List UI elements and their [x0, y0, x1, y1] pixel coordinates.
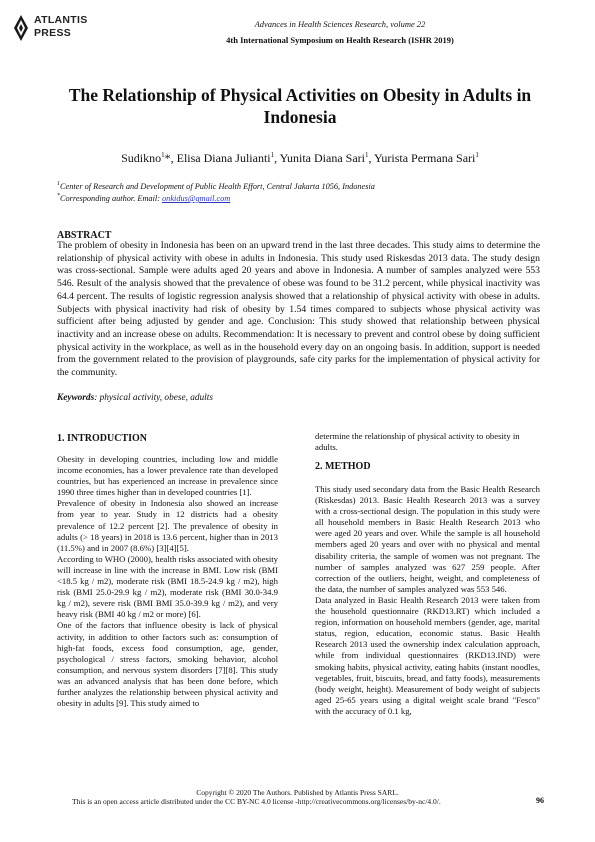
affiliation: $^1$Center of Research and Development of Public Health Effort, Central Jakarta 1056, Indonesia — [57, 181, 375, 191]
section-heading-introduction: 1. INTRODUCTION — [57, 433, 148, 444]
atlantis-logo-icon — [12, 14, 30, 42]
corresponding-label: *Corresponding author. Email: — [57, 193, 163, 203]
publisher-logo — [12, 12, 102, 46]
introduction-body — [57, 454, 278, 709]
abstract-text: The problem of obesity in Indonesia has been on an upward trend in the last three decades. This study aims to determine the relationship of physical activity with obese in adults in Indonesia. This study used Riskesdas 2013 data. The study design was cross-sectional. Sample were adults aged 20 years and above in Indonesia. A number of samples analyzed were 553 546. Result of the analysis showed that the prevalence of obese was found to be 31.2 percent, while physical inactivity was 64.4 percent. The results of logistic regression analysis showed that a relationship of physical activity with obese in adults. Subjects with physical inactivity had risk of obesity by 1.54 times compared to subjects whose physical activity was sufficient after being adjusted by gender and age. Conclusion: This study showed that relationship between physical inactivity and an increase obese on adults. Recommendation: It is necessary to prevent and control obese by doing sufficient physical activity in the workplace, as well as in the household every day on an ongoing basis. In addition, support is needed from the government related to the provision of playgrounds, safe city parks for the implementation of physical activity for the community. — [57, 240, 540, 379]
conference-header: 4th International Symposium on Health Research (ISHR 2019) — [226, 35, 454, 45]
page-number: 96 — [536, 796, 544, 805]
journal-header: Advances in Health Sciences Research, volume 22 — [254, 19, 426, 29]
method-body — [315, 484, 540, 717]
logo-line-2: PRESS — [34, 27, 72, 39]
method-paragraph: This study used secondary data from the Basic Health Research (Riskesdas) 2013. Basic Health Research 2013 was a survey with a cross-sectional design. The population in this study were all household members in Basic Health Research 2013 who were aged 20 years and over. While the sample is all household members aged 20 years and over with no physical and mental disability criteria, the sample of women was not pregnant. The number of samples analyzed was 627 259 people. After correction of the outliers, height, weight, and completeness of the data, the number of samples analyzed was 553 546. — [315, 484, 540, 594]
keywords-label: Keywords — [57, 393, 95, 403]
intro-continuation: determine the relationship of physical activity to obesity in adults. — [315, 431, 520, 452]
corresponding-email-link[interactable]: onkidus@gmail.com — [162, 193, 231, 203]
section-heading-method: 2. METHOD — [315, 461, 371, 472]
author-list: Sudikno$^1$*, Elisa Diana Julianti$^1$, Yunita Diana Sari$^1$, Yurista Permana Sari$^1$ — [121, 151, 479, 165]
license-notice: This is an open access article distributed under the CC BY-NC 4.0 license -http://creativecommons.org/licenses/by-nc/4.0/. — [72, 797, 441, 806]
logo-line-1: ATLANTIS — [34, 14, 88, 26]
keywords-text: : physical activity, obese, adults — [94, 393, 213, 403]
intro-paragraph: According to WHO (2000), health risks associated with obesity will increase in line with the increase in BMI. Low risk (BMI <18.5 kg / m2), moderate risk (BMI 18.5-24.9 kg / m2), high risk (BMI 25.0-29.9 kg / m2), moderate risk (BMI 30.0-34.9 kg / m2), severe risk (BMI BMI 35.0-39.9 kg / m2), and very heavy risk (BMI 40 kg / m2 or more) [6]. — [57, 553, 278, 620]
copyright-notice: Copyright © 2020 The Authors. Published by Atlantis Press SARL. — [196, 788, 399, 797]
abstract-heading: ABSTRACT — [57, 230, 112, 241]
corresponding-author — [57, 193, 557, 203]
intro-paragraph: Prevalence of obesity in Indonesia also showed an increase from year to year. Study in 12 districts had a obesity prevalence of 12.2 percent [2]. The prevalence of obesity in adults (> 18 years) in 2018 is 13.6 percent, higher than in 2013 (11.5%) and in 2007 (8.6%) [3][4][5]. — [57, 498, 278, 553]
paper-title: The Relationship of Physical Activities on Obesity in Adults in Indonesia — [68, 85, 532, 127]
intro-paragraph: One of the factors that influence obesity is lack of physical activity, in addition to other factors such as: consumption of high-fat foods, excess food consumption, age, gender, psychological / stress factors, smoking behavior, alcohol consumption, and nervous system disorders [7][8]. This study was an advanced analysis that has been done before, which further analyzes the relationship between physical activity and obesity in adults [9]. This study aimed to — [57, 620, 278, 709]
method-paragraph: Data analyzed in Basic Health Research 2013 were taken from the household questionnaire (RKD13.RT) which included a region, information on household members (gender, age, marital status, region, education, economic status. Basic Health Research 2013 used the ownership index calculation approach, while from individual questionnaires (RKD13.IND) were smoking habits, physical activity, eating habits (instant noodles, vegetables, fruit, biscuits, bread, and fatty foods), measurements (body weight, height). Measurement of body weight of subjects aged 25-65 years using a digital weight scale brand "Fesco" with the accuracy of 0.1 kg, — [315, 594, 540, 716]
intro-paragraph: Obesity in developing countries, including low and middle income economies, has a lower prevalence rate than developed countries, but has experienced an increase in prevalence since 1990 three times higher than in developed countries [1]. — [57, 454, 278, 498]
keywords — [57, 393, 540, 403]
